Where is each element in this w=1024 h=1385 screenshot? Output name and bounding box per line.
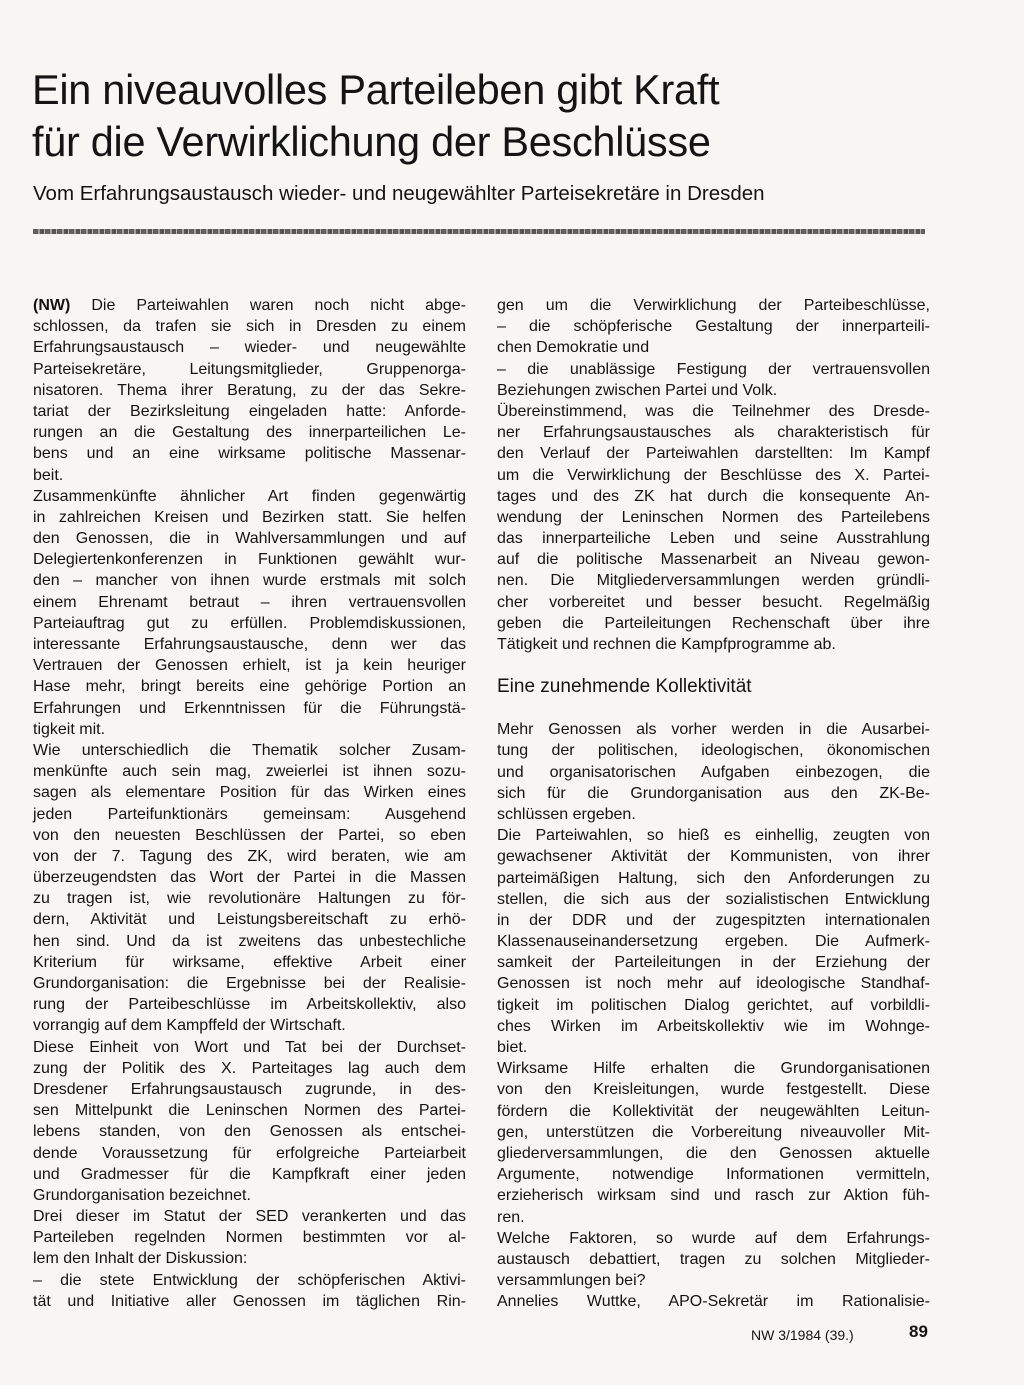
- text-line: rung der Parteibeschlüsse im Arbeitskollektiv, also: [33, 996, 466, 1014]
- text-line: von den Kreisleitungen, wurde festgestellt. Diese: [497, 1081, 930, 1099]
- text-line: und Gradmesser für die Kampfkraft einer jeden: [33, 1165, 466, 1183]
- text-line: sagen als elementare Position für das Wirken eines: [33, 784, 466, 802]
- article-title: [32, 64, 932, 168]
- text-line: von der 7. Tagung des ZK, wird beraten, wie am: [33, 847, 466, 865]
- text-line: Argumente, notwendige Informationen vermitteln,: [497, 1166, 930, 1184]
- text-line: parteimäßigen Haltung, sich den Anforderungen zu: [497, 869, 930, 887]
- text-line: zung der Politik des X. Parteitages lag auch dem: [33, 1059, 466, 1077]
- header-rule: [33, 229, 925, 234]
- lead-agency-tag: (NW): [33, 297, 71, 314]
- text-line: tung der politischen, ideologischen, ökonomischen: [497, 742, 930, 760]
- text-line: den – mancher von ihnen wurde erstmals mit solch: [33, 572, 466, 590]
- text-line: in der DDR und der zugespitzten internationalen: [497, 911, 930, 929]
- issue-reference: NW 3/1984 (39.): [751, 1327, 854, 1343]
- text-line: Kriterium für wirksame, effektive Arbeit einer: [33, 953, 466, 971]
- text-line: Parteiauftrag gut zu erfüllen. Problemdiskussionen,: [33, 614, 466, 632]
- text-line: dern, Aktivität und Leistungsbereitschaft zu erhö-: [33, 911, 466, 929]
- text-line: hen sind. Und da ist zweitens das unbestechliche: [33, 932, 466, 950]
- text-line: vorrangig auf dem Kampffeld der Wirtschaft.: [33, 1017, 346, 1035]
- text-line: Erfahrungsaustausch – wieder- und neugewählte: [33, 339, 466, 357]
- text-line: fördern die Kollektivität der neugewählten Leitun-: [497, 1102, 930, 1120]
- text-line: lebens standen, von den Genossen als entschei-: [33, 1123, 466, 1141]
- text-line: das innerparteiliche Leben und seine Ausstrahlung: [497, 530, 930, 548]
- text-line: um die Verwirklichung der Beschlüsse des X. Partei-: [497, 466, 930, 484]
- text-line: – die stete Entwicklung der schöpferischen Aktivi-: [33, 1271, 466, 1289]
- text-line: nisatoren. Thema ihrer Beratung, zu der das Sekre-: [33, 381, 466, 399]
- text-line: lem den Inhalt der Diskussion:: [33, 1250, 248, 1268]
- text-line: Annelies Wuttke, APO-Sekretär im Rationalisie-: [497, 1293, 930, 1311]
- text-line: erzieherisch wirksam sind und rasch zur Aktion füh-: [497, 1187, 930, 1205]
- text-line: zu tragen ist, wie revolutionäre Haltungen zu för-: [33, 890, 466, 908]
- text-line: Die Parteiwahlen, so hieß es einhellig, zeugten von: [497, 827, 930, 845]
- text-line: jeden Parteifunktionärs gemeinsam: Ausgehend: [33, 805, 466, 823]
- text-line: Grundorganisation bezeichnet.: [33, 1186, 251, 1204]
- text-line: menkünfte auch sein mag, zweierlei ist ihnen sozu-: [33, 763, 466, 781]
- text-line: Drei dieser im Statut der SED verankerten und das: [33, 1208, 466, 1226]
- text-line: interessante Erfahrungsaustausche, denn wer das: [33, 636, 466, 653]
- text-line: ren.: [497, 1208, 525, 1226]
- text-line: tages und des ZK hat durch die konsequente An-: [497, 487, 930, 505]
- text-line: chen Demokratie und: [497, 339, 650, 357]
- text-line: und organisatorischen Aufgaben einbezogen, die: [497, 763, 930, 781]
- text-line: – die schöpferische Gestaltung der innerparteili-: [497, 318, 930, 336]
- text-line: schlüssen ergeben.: [497, 805, 636, 823]
- right-column-top: [497, 295, 930, 655]
- text-line: beit.: [33, 466, 64, 484]
- text-line: tigkeit mit.: [33, 720, 106, 738]
- text-line: gliederversammlungen, die den Genossen aktuelle: [497, 1144, 930, 1162]
- title-line: Ein niveauvolles Parteileben gibt Kraft: [32, 66, 720, 113]
- text-line: Wirksame Hilfe erhalten die Grundorganisationen: [497, 1060, 930, 1078]
- text-line: rungen an die Gestaltung des innerparteilichen Le-: [33, 424, 466, 442]
- text-line: Zusammenkünfte ähnlicher Art finden gegenwärtig: [33, 487, 466, 505]
- text-line: in zahlreichen Kreisen und Bezirken statt. Sie helfen: [33, 508, 466, 526]
- text-line: schlossen, da trafen sie sich in Dresden zu einem: [33, 318, 466, 336]
- text-line: Mehr Genossen als vorher werden in die Ausarbei-: [497, 721, 930, 739]
- text-line: den Genossen, die in Wahlversammlungen und auf: [33, 530, 466, 548]
- section-heading: Eine zunehmende Kollektivität: [497, 676, 752, 698]
- text-line: Welche Faktoren, so wurde auf dem Erfahrungs-: [497, 1229, 930, 1247]
- text-line: überzeugendsten das Wort der Partei in die Massen: [33, 869, 466, 887]
- text-line: Parteisekretäre, Leitungsmitglieder, Gruppenorga-: [33, 360, 466, 378]
- text-line: Erfahrungen und Erkenntnissen für die Führungstä-: [33, 699, 466, 717]
- text-line: samkeit der Parteileitungen in der Erziehung der: [497, 954, 930, 972]
- text-line: Beziehungen zwischen Partei und Volk.: [497, 381, 778, 399]
- text-line: von den neuesten Beschlüssen der Partei, so eben: [33, 826, 466, 844]
- text-line: einem Ehrenamt betraut – ihren vertrauensvollen: [33, 593, 466, 611]
- text-line: Genossen ist noch mehr auf ideologische Standhaf-: [497, 975, 930, 993]
- text-line: Dresdener Erfahrungsaustausch zugrunde, in des-: [33, 1080, 466, 1098]
- text-line: bens und an eine wirksame politische Massenar-: [33, 445, 466, 463]
- text-line: tät und Initiative aller Genossen im täglichen Rin-: [33, 1292, 466, 1310]
- text-line: sen Mittelpunkt die Leninschen Normen des Partei-: [33, 1102, 466, 1120]
- text-line: geben die Parteileitungen Rechenschaft über ihre: [497, 614, 930, 632]
- left-column: [33, 295, 466, 1312]
- text-line: Klassenauseinandersetzung ergeben. Die Aufmerk-: [497, 933, 930, 951]
- text-line: Diese Einheit von Wort und Tat bei der Durchset-: [33, 1038, 466, 1056]
- text-line: [33, 295, 466, 316]
- right-column: [497, 295, 930, 1312]
- text-line: gen um die Verwirklichung der Parteibeschlüsse,: [497, 297, 930, 314]
- text-line: tigkeit im politischen Dialog gerichtet, auf vorbildli-: [497, 996, 930, 1014]
- text-line: wendung der Leninschen Normen des Parteilebens: [497, 508, 930, 526]
- right-column-bottom: [497, 719, 930, 1312]
- text-line: cher vorbereitet und besser besucht. Regelmäßig: [497, 593, 930, 611]
- text-line: Vertrauen der Genossen erhielt, ist ja kein heuriger: [33, 657, 466, 675]
- text-line: austausch debattiert, tragen zu solchen Mitglieder-: [497, 1250, 930, 1268]
- text-line: – die unablässige Festigung der vertrauensvollen: [497, 360, 930, 378]
- text-line: auf die politische Massenarbeit an Niveau gewon-: [497, 551, 930, 569]
- title-line: für die Verwirklichung der Beschlüsse: [32, 118, 711, 165]
- text-line: dende Voraussetzung für erfolgreiche Parteiarbeit: [33, 1144, 466, 1162]
- text-line: sich für die Grundorganisation aus den ZK-Be-: [497, 784, 930, 802]
- text-line: nen. Die Mitgliederversammlungen werden gründli-: [497, 572, 930, 590]
- text-line: Parteileben regelnden Normen bestimmten vor al-: [33, 1229, 466, 1247]
- page-number: 89: [909, 1322, 928, 1341]
- text-line: tariat der Bezirksleitung eingeladen hatte: Anforde-: [33, 402, 466, 420]
- text-line: ner Erfahrungsaustausches als charakteristisch für: [497, 424, 930, 442]
- text-line: ches Wirken im Arbeitskollektiv wie im Wohnge-: [497, 1017, 930, 1035]
- text-line-content: Die Parteiwahlen waren noch nicht abge-: [70, 297, 466, 314]
- text-line: Übereinstimmend, was die Teilnehmer des Dresde-: [497, 402, 930, 420]
- text-line: Tätigkeit und rechnen die Kampfprogramme ab.: [497, 636, 836, 653]
- text-line: gewachsener Aktivität der Kommunisten, von ihrer: [497, 848, 930, 866]
- text-line: Wie unterschiedlich die Thematik solcher Zusam-: [33, 741, 466, 759]
- text-line: den Verlauf der Parteiwahlen darstellten: Im Kampf: [497, 445, 930, 463]
- text-line: versammlungen bei?: [497, 1272, 646, 1290]
- text-line: Grundorganisation: die Ergebnisse bei der Realisie-: [33, 975, 466, 992]
- article-subtitle: Vom Erfahrungsaustausch wieder- und neugewählter Parteisekretäre in Dresden: [33, 182, 765, 205]
- text-line: stellen, die sich aus der sozialistischen Entwicklung: [497, 890, 930, 908]
- text-line: Hase mehr, bringt bereits eine gehörige Portion an: [33, 678, 466, 696]
- text-line: Delegiertenkonferenzen in Funktionen gewählt wur-: [33, 551, 466, 569]
- text-line: gen, unterstützen die Vorbereitung niveauvoller Mit-: [497, 1123, 930, 1141]
- text-line: biet.: [497, 1039, 528, 1056]
